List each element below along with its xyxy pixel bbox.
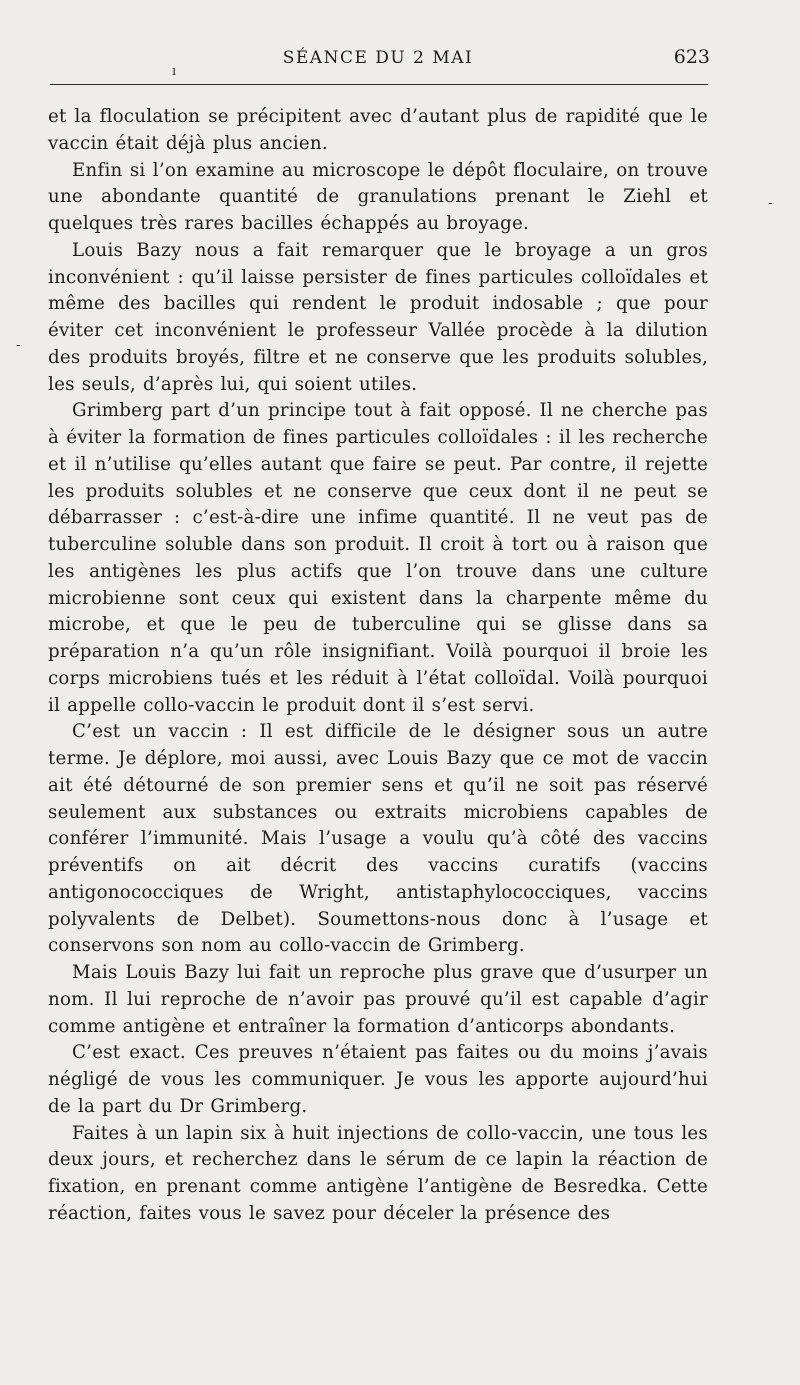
margin-mark: -: [768, 196, 773, 211]
running-header: [48, 44, 708, 70]
margin-mark: -: [16, 338, 21, 353]
print-speck: ı: [172, 64, 177, 79]
body-text: [48, 104, 708, 1228]
paragraph-5: C’est un vaccin : Il est difficile de le désigner sous un autre terme. Je déplore, moi aussi, avec Louis Bazy que ce mot de vaccin ait été détourné de son premier sens et qu’il ne soit pas réservé seulement aux substances ou extraits microbiens capables de conférer l’immunité. Mais l’usage a voulu qu’à côté des vaccins préventifs on ait décrit des vaccins curatifs (vaccins antigonococciques de Wright, antistaphylococciques, vaccins polyvalents de Delbet). Soumettons-nous donc à l’usage et conservons son nom au collo-vaccin de Grimberg.: [48, 721, 708, 957]
paragraph-2: Enfin si l’on examine au microscope le dépôt floculaire, on trouve une abondante quantité de granulations prenant le Ziehl et quelques très rares bacilles échappés au broyage.: [48, 159, 708, 234]
paragraph-3: Louis Bazy nous a fait remarquer que le broyage a un gros inconvénient : qu’il laisse persister de fines particules colloïdales et même des bacilles qui rendent le produit indosable ; que pour éviter cet inconvénient le professeur Vallée procède à la dilution des produits broyés, filtre et ne conserve que les produits solubles, les seuls, d’après lui, qui soient utiles.: [48, 239, 708, 395]
paragraph-1: et la floculation se précipitent avec d’autant plus de rapidité que le vaccin était déjà plus ancien.: [48, 106, 708, 154]
running-title: SÉANCE DU 2 MAI: [282, 48, 474, 68]
paragraph-7: C’est exact. Ces preuves n’étaient pas faites ou du moins j’avais négligé de vous les communiquer. Je vous les apporte aujourd’hui de la part du Dr Grimberg.: [48, 1042, 708, 1117]
paragraph-4: Grimberg part d’un principe tout à fait opposé. Il ne cherche pas à éviter la formation de fines particules colloïdales : il les recherche et il n’utilise qu’elles autant que faire se peut. Par contre, il rejette les produits solubles et ne conserve que ceux dont il ne peut se débarrasser : c’est-à-dire une infime quantité. Il ne veut pas de tuberculine soluble dans son produit. Il croit à tort ou à raison que les antigènes les plus actifs que l’on trouve dans une culture microbienne sont ceux qui existent dans la charpente même du microbe, et que le peu de tuberculine qui se glisse dans sa préparation n’a qu’un rôle insignifiant. Voilà pourquoi il broie les corps microbiens tués et les réduit à l’état colloïdal. Voilà pourquoi il appelle collo-vaccin le produit dont il s’est servi.: [48, 400, 708, 716]
paragraph-6: Mais Louis Bazy lui fait un reproche plus grave que d’usurper un nom. Il lui reproche de n’avoir pas prouvé qu’il est capable d’agir comme antigène et entraîner la formation d’anticorps abondants.: [48, 962, 708, 1037]
paragraph-8: Faites à un lapin six à huit injections de collo-vaccin, une tous les deux jours, et recherchez dans le sérum de ce lapin la réaction de fixation, en prenant comme antigène l’antigène de Besredka. Cette réaction, faites vous le savez pour déceler la présence des: [48, 1122, 708, 1224]
page-number: 623: [673, 46, 710, 68]
header-rule: [50, 84, 708, 85]
